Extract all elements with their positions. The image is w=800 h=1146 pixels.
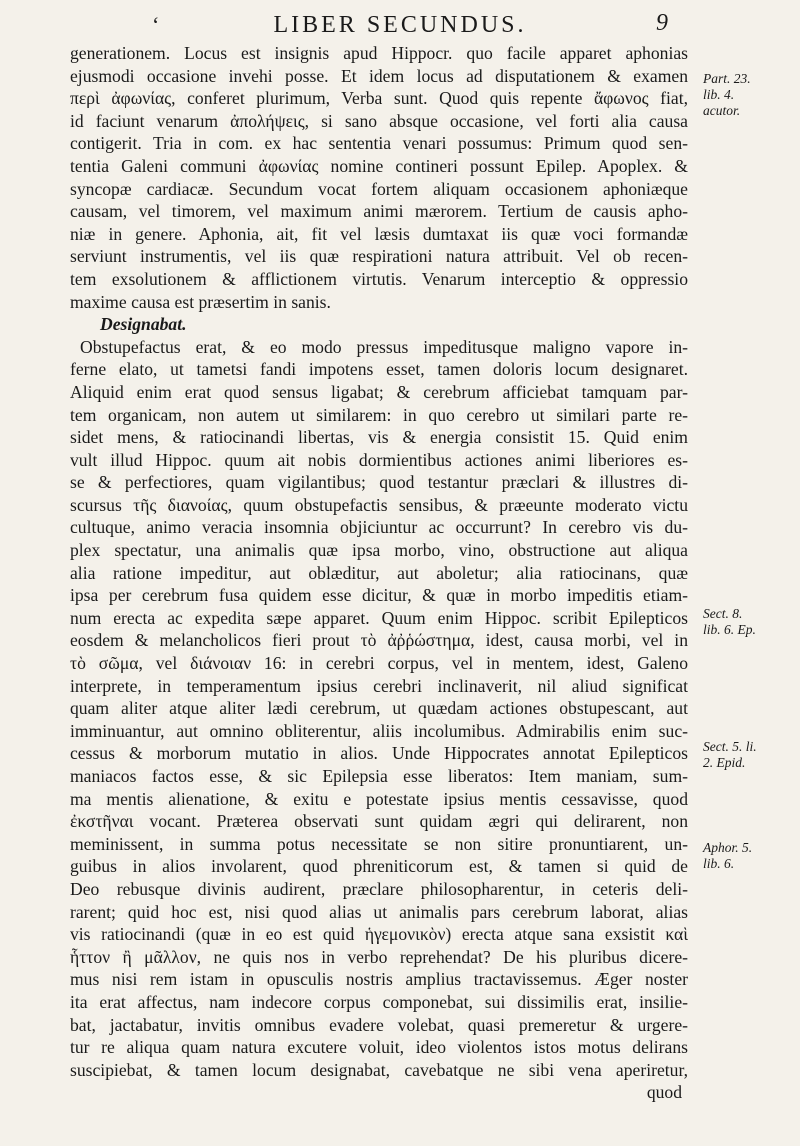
- text-line: tur re aliqua quam natura excutere voluit, ideo violentos istos motus delirans: [70, 1037, 688, 1058]
- text-line: tem exsolutionem & afflictionem virtutis. Venarum interceptio & oppressio: [70, 268, 688, 289]
- margin-note-line: lib. 4.: [703, 87, 735, 102]
- running-title: LIBER SECUNDUS.: [273, 12, 527, 38]
- text-line: serviunt instrumentis, vel iis quæ respirationi natura attribuit. Vel ob recen-: [70, 246, 688, 267]
- text-line: sidet mens, & ratiocinandi libertas, vis & energia consistit 15. Quid enim: [70, 427, 688, 448]
- text-line: num erecta ac expedita sæpe apparet. Quum enim Hippoc. scribit Epilepticos: [70, 607, 688, 628]
- text-line: quam aliter atque aliter lædi cerebrum, ut quædam actiones obstupescant, aut: [70, 698, 688, 719]
- text-line: ita erat affectus, nam indecore corpus componebat, sui dissimilis erat, insilie-: [70, 991, 688, 1012]
- text-line: Deo rebusque divinis audirent, præclare philosopharentur, in ceteris deli-: [70, 878, 688, 899]
- text-line: ipsa per cerebrum fusa quidem esse dicitur, & quæ in morbo impeditis etiam-: [70, 585, 688, 606]
- text-line: guibus in alios involarent, quod phreniticorum est, & tamen si quid de: [70, 856, 688, 877]
- margin-note-line: Aphor. 5.: [703, 840, 753, 855]
- margin-note-line: Sect. 8.: [703, 606, 743, 621]
- margin-note-3: [703, 739, 797, 771]
- text-line: bat, jactabatur, invitis omnibus evadere volebat, quasi premeretur & urgere-: [70, 1014, 688, 1035]
- text-line: tem organicam, non autem ut similarem: in quo cerebro ut similari parte re-: [70, 404, 688, 425]
- text-line: Obstupefactus erat, & eo modo pressus impeditusque maligno vapore in-: [80, 336, 688, 357]
- text-line: ἧττον ἢ μᾶλλον, ne quis nos in verbo reprehendat? De his pluribus dicere-: [70, 946, 688, 967]
- margin-note-line: Sect. 5. li.: [703, 739, 757, 754]
- text-line: niæ in genere. Aphonia, ait, fit vel læsis dumtaxat iis quæ voci formandæ: [70, 223, 688, 244]
- text-line: maniacos factos esse, & sic Epilepsia esse liberatos: Item maniam, sum-: [70, 766, 688, 786]
- text-line: alia ratione impeditur, aut oblæditur, aut aboletur; alia ratiocinans, quæ: [70, 562, 688, 583]
- text-line: causam, vel timorem, vel maximum animi mærorem. Tertium de causis apho-: [70, 201, 688, 222]
- text-line: vis ratiocinandi (quæ in eo est quid ἡγεμονικὸν) erecta atque sana exsistit καὶ: [70, 924, 688, 945]
- text-line: vult illud Hippoc. quum ait nobis dormientibus actiones animi liberiores es-: [70, 449, 688, 470]
- body-text: [70, 42, 688, 1104]
- text-line: maxime causa est præsertim in sanis.: [70, 291, 331, 312]
- margin-note-1: [703, 71, 797, 119]
- text-line: ferne elato, ut tametsi fandi impotens esset, tamen doloris locum designaret.: [70, 359, 688, 380]
- text-line: eosdem & melancholicos fieri prout τὸ ἀῤῥώστημα, idest, causa morbi, vel in: [70, 630, 688, 651]
- text-line: ejusmodi occasione invehi posse. Et idem locus ad disputationem & examen: [70, 65, 688, 86]
- text-line: mus nisi rem istam in opusculis nostris amplius tractavissemus. Æger noster: [70, 969, 688, 990]
- text-line: quod: [646, 1082, 682, 1103]
- section-heading: Designabat.: [100, 314, 187, 335]
- text-line: περὶ ἀφωνίας, conferet plurimum, Verba sunt. Quod quis repente ἄφωνος fiat,: [70, 88, 688, 109]
- margin-note-line: acutor.: [703, 103, 741, 118]
- margin-note-4: [703, 840, 797, 872]
- text-line: suscipiebat, & tamen locum designabat, cavebatque ne sibi vena aperiretur,: [70, 1059, 688, 1080]
- text-line: cultuque, animo veracia insomnia objiciuntur ac occurrunt? In cerebro vis du-: [70, 517, 688, 538]
- text-line: se & perfectiores, quam vigilantibus; quod testantur præclari & illustres di-: [70, 472, 688, 493]
- text-line: imminuantur, aut omnino obliterentur, aliis incolumibus. Admirabilis enim suc-: [70, 720, 688, 741]
- text-line: plex spectatur, una animalis quæ ipsa morbo, vino, obstructione aut aliqua: [70, 540, 688, 561]
- margin-note-line: lib. 6. Ep.: [703, 622, 756, 637]
- margin-note-line: lib. 6.: [703, 856, 735, 871]
- text-line: interprete, in temperamentum ipsius cerebri inclinaverit, nil aliud significat: [70, 675, 688, 696]
- margin-note-line: 2. Epid.: [703, 755, 746, 770]
- margin-note-line: Part. 23.: [703, 71, 751, 86]
- margin-note-2: [703, 606, 797, 638]
- text-line: Aliquid enim erat quod sensus ligabat; & cerebrum afficiebat tamquam par-: [70, 381, 688, 402]
- text-line: ἐκστῆναι vocant. Præterea observati sunt quidam ægri qui delirarent, non: [70, 811, 688, 832]
- text-line: generationem. Locus est insignis apud Hippocr. quo facile apparet aphonias: [70, 43, 688, 63]
- running-header: [0, 6, 800, 40]
- header-mark: ‘: [152, 12, 160, 37]
- text-line: tentia Galeni communi ἀφωνίας nomine contineri possunt Epilep. Apoplex. &: [70, 155, 688, 176]
- text-line: contigerit. Tria in com. ex hac sententia venari possumus: Primum quod sen-: [70, 133, 688, 154]
- text-line: τὸ σῶμα, vel διάνοιαν 16: in cerebri corpus, vel in mentem, idest, Galeno: [70, 653, 688, 674]
- text-line: scursus τῆς διανοίας, quum obstupefactis sensibus, & præeunte moderato victu: [70, 494, 688, 515]
- text-line: ma mentis alienatione, & exitu e potestate ipsius mentis cessavisse, quod: [70, 788, 688, 809]
- text-line: cessus & morborum mutatio in alios. Unde Hippocrates annotat Epilepticos: [70, 743, 688, 764]
- text-line: id faciunt venarum ἀπολήψεις, si sano absque occasione, vel forti alia causa: [70, 110, 688, 131]
- page-number: 9: [656, 10, 668, 36]
- text-line: meminissent, in summa potus necessitate se non sitire pronuntiarent, un-: [70, 833, 688, 854]
- text-line: syncopæ cardiacæ. Secundum vocat fortem aliquam occasionem aphoniæque: [70, 178, 688, 199]
- text-line: rarent; quid hoc est, nisi quod alias ut animalis pars cerebrum laborat, alias: [70, 901, 688, 922]
